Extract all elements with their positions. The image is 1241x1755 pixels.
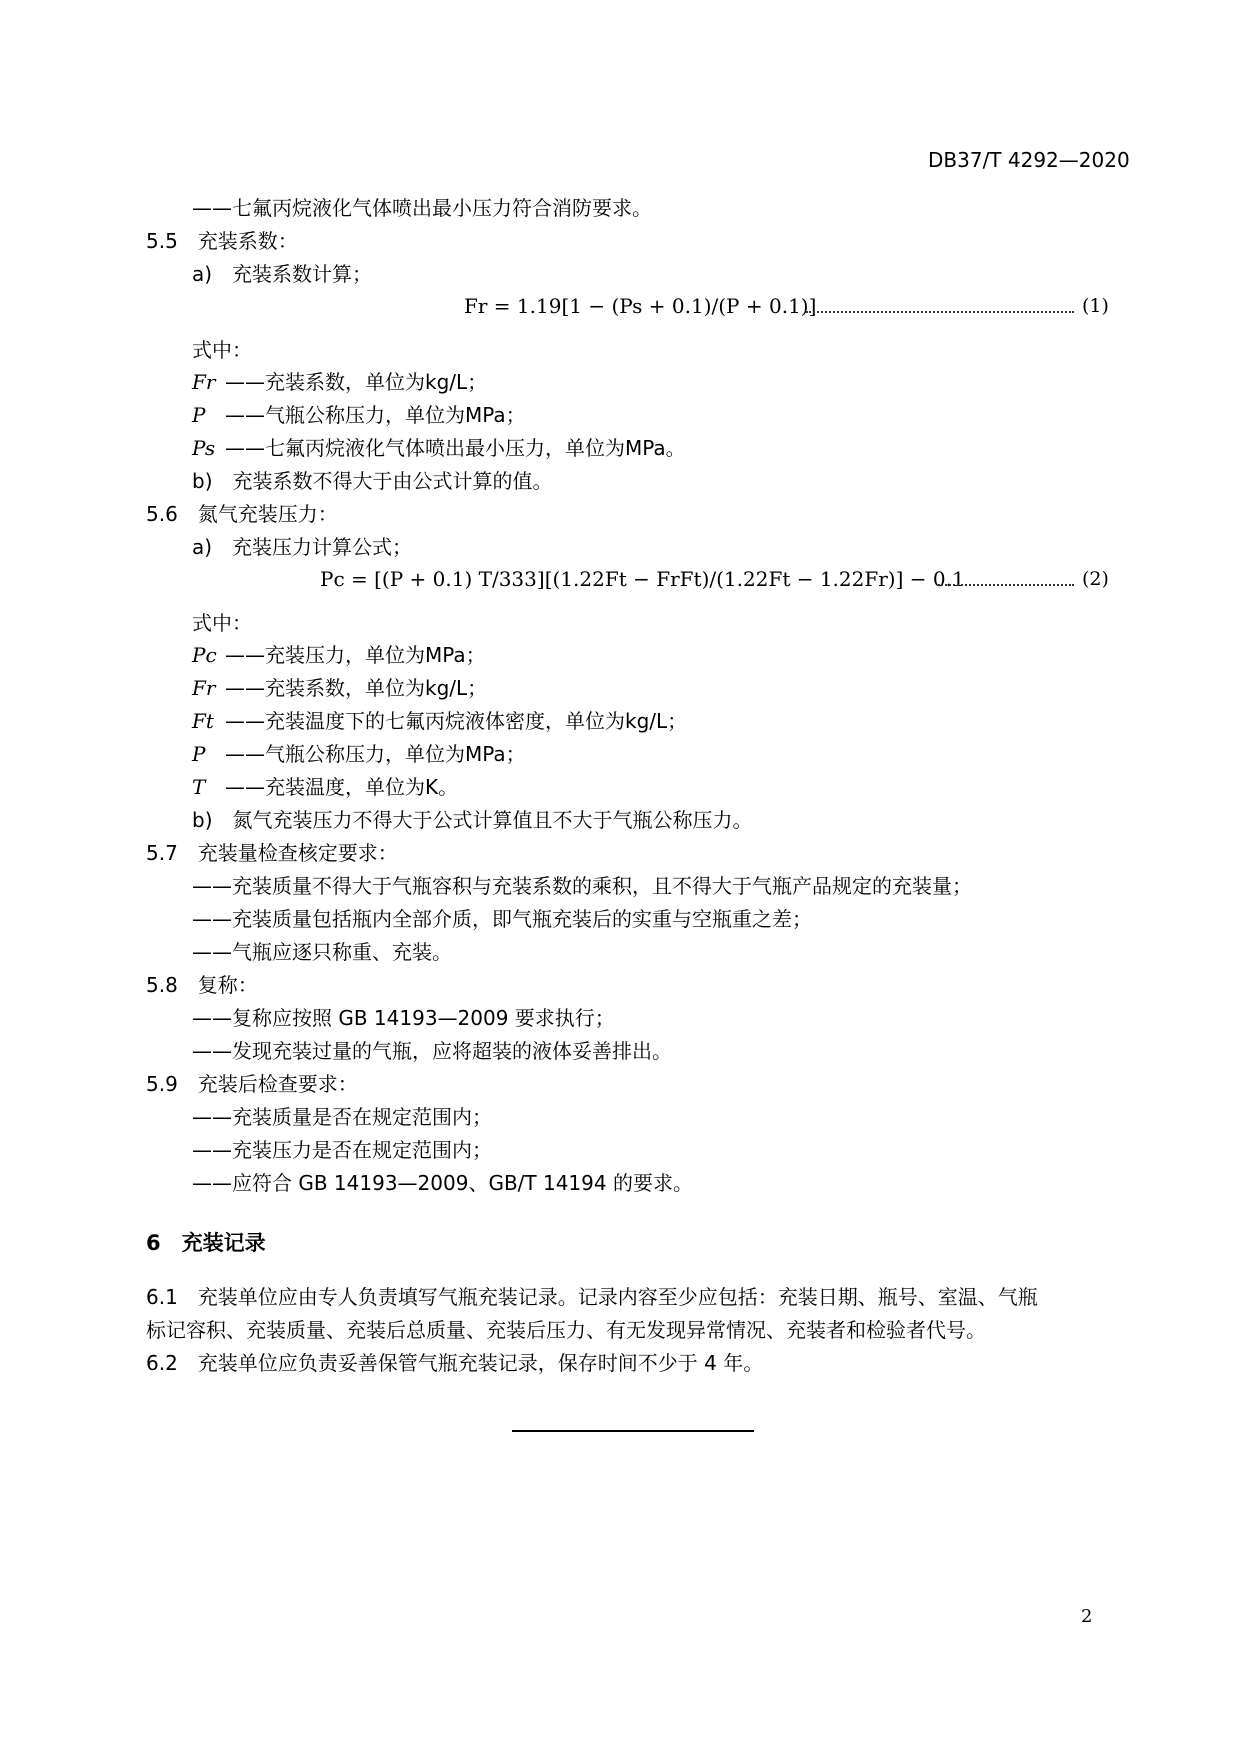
- s55-var-fr: [192, 370, 487, 394]
- s61-line-2: 标记容积、充装质量、充装后总质量、充装后压力、有无发现异常情况、充装者和检验者代号。: [146, 1318, 986, 1342]
- var-desc: ——气瓶公称压力，单位为MPa；: [225, 742, 526, 766]
- s56-item-b: b) 氮气充装压力不得大于公式计算值且不大于气瓶公称压力。: [192, 808, 753, 832]
- s56-var-pc: [192, 643, 486, 667]
- s58-item: ——发现充装过量的气瓶，应将超装的液体妥善排出。: [192, 1039, 672, 1063]
- s59-item: ——充装质量是否在规定范围内；: [192, 1105, 492, 1129]
- standard-number: DB37/T 4292—2020: [928, 148, 1130, 172]
- formula-1: Fr = 1.19[1 − (Ps + 0.1)/(P + 0.1)]: [464, 294, 817, 318]
- s61-line-1: 6.1 充装单位应由专人负责填写气瓶充装记录。记录内容至少应包括：充装日期、瓶号、室温、气瓶: [146, 1285, 1038, 1309]
- var-symbol: Ps: [192, 436, 216, 460]
- var-desc: ——气瓶公称压力，单位为MPa；: [225, 403, 526, 427]
- var-desc: ——充装压力，单位为MPa；: [225, 643, 486, 667]
- s56-where-label: 式中：: [192, 611, 252, 635]
- end-rule: [512, 1430, 754, 1432]
- s55-item-b: b) 充装系数不得大于由公式计算的值。: [192, 469, 553, 493]
- var-symbol: Fr: [192, 676, 216, 700]
- var-desc: ——充装系数，单位为kg/L；: [225, 676, 488, 700]
- section-5-9-heading: 5.9 充装后检查要求：: [146, 1072, 358, 1096]
- formula-1-leader: [806, 311, 1074, 313]
- formula-2-leader: [938, 584, 1074, 586]
- s57-item: ——气瓶应逐只称重、充装。: [192, 940, 452, 964]
- page-number: 2: [1081, 1606, 1093, 1627]
- var-symbol: T: [192, 775, 206, 799]
- s55-var-ps: [192, 436, 686, 460]
- s58-item: ——复称应按照 GB 14193—2009 要求执行；: [192, 1006, 615, 1030]
- var-desc: ——七氟丙烷液化气体喷出最小压力，单位为MPa。: [225, 436, 686, 460]
- var-symbol: Ft: [192, 709, 214, 733]
- s57-item: ——充装质量不得大于气瓶容积与充装系数的乘积，且不得大于气瓶产品规定的充装量；: [192, 874, 972, 898]
- var-symbol: Fr: [192, 370, 216, 394]
- formula-2: Pc = [(P + 0.1) T/333][(1.22Ft − FrFt)/(1.22Ft − 1.22Fr)] − 0.1: [320, 567, 965, 591]
- s55-where-label: 式中：: [192, 338, 252, 362]
- var-desc: ——充装温度下的七氟丙烷液体密度，单位为kg/L；: [225, 709, 688, 733]
- s56-var-ft: [192, 709, 687, 733]
- var-symbol: P: [192, 742, 206, 766]
- s55-item-a: a) 充装系数计算；: [192, 262, 373, 286]
- s56-var-p: [192, 742, 526, 766]
- s54-tail-item: ——七氟丙烷液化气体喷出最小压力符合消防要求。: [192, 196, 652, 220]
- s57-item: ——充装质量包括瓶内全部介质，即气瓶充装后的实重与空瓶重之差；: [192, 907, 812, 931]
- section-5-6-heading: 5.6 氮气充装压力：: [146, 502, 338, 526]
- formula-1-number: (1): [1082, 295, 1109, 317]
- section-5-8-heading: 5.8 复称：: [146, 973, 258, 997]
- var-desc: ——充装温度，单位为K。: [225, 775, 459, 799]
- s55-var-p: [192, 403, 526, 427]
- section-5-5-heading: 5.5 充装系数：: [146, 229, 298, 253]
- s59-item: ——充装压力是否在规定范围内；: [192, 1138, 492, 1162]
- s56-var-fr: [192, 676, 487, 700]
- s56-var-t: [192, 775, 458, 799]
- s56-item-a: a) 充装压力计算公式；: [192, 535, 413, 559]
- section-6-heading: 6 充装记录: [146, 1231, 266, 1255]
- s59-item: ——应符合 GB 14193—2009、GB/T 14194 的要求。: [192, 1171, 693, 1195]
- s62-paragraph: 6.2 充装单位应负责妥善保管气瓶充装记录，保存时间不少于 4 年。: [146, 1351, 764, 1375]
- var-symbol: Pc: [192, 643, 217, 667]
- section-5-7-heading: 5.7 充装量检查核定要求：: [146, 841, 398, 865]
- var-desc: ——充装系数，单位为kg/L；: [225, 370, 488, 394]
- var-symbol: P: [192, 403, 206, 427]
- formula-2-number: (2): [1082, 568, 1109, 590]
